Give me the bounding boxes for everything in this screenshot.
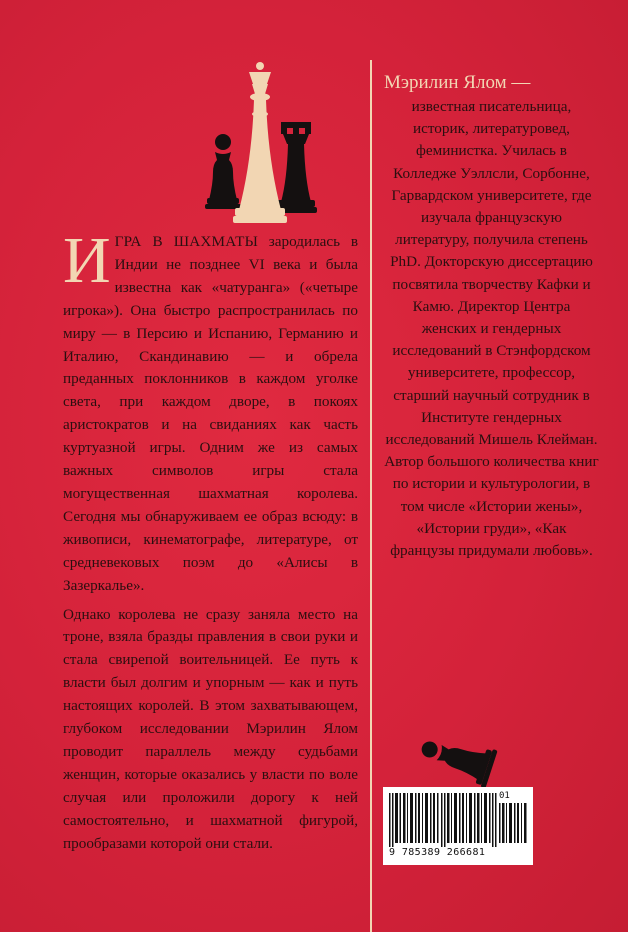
chess-pieces-illustration [205,60,335,225]
barcode-addon-digits: 01 [499,791,510,801]
book-description [63,224,358,861]
description-paragraph-1 [63,224,358,598]
barcode-icon [389,793,497,847]
author-bio-block [384,70,599,562]
cream-queen-icon [233,62,287,223]
description-paragraph-2: Однако королева не сразу заняла место на троне, взяла бразды правления в свои руки и стала свирепой воительницей. Ее путь к власти был долгим и упорным — как и путь настоящих королей. В этом захватывающем, глубоком исследовании Мэрилин Ялом проводит параллель между судьбами женщин, которые оказались у власти по воле случая или проложили дорогу к ней самостоятельно, и шахматной фигурой, прообразами которой они стали. [63,605,358,852]
author-bio-text: известная писательница, историк, литературовед, феминистка. Училась в Колледже Уэллсли, Сорбонне, Гарвардском университете, где изучала французскую литературу, получила степень PhD. Докторскую диссертацию посвятила творчеству Кафки и Камю. Директор Центра женских и гендерных исследований в Стэнфордском университете, профессор, старший научный сотрудник в Институте гендерных исследований Мишель Клейман. Автор большого количества книг по истории и культурологии, в том числе «Истории жены», «Истории груди», «Как французы придумали любовь». [384,98,599,560]
isbn-barcode [383,787,533,865]
isbn-digits: 9 785389 266681 [389,847,486,858]
lead-in-text: ГРА В ШАХМАТЫ [114,233,259,250]
drop-cap-letter: И [63,224,111,297]
fallen-pawn-icon [410,720,515,790]
barcode-addon-bars [499,803,527,843]
black-rook-icon [275,122,317,213]
column-divider [370,60,372,932]
paragraph-1-text: зародилась в Индии не позднее VI века и была известна как «чатуранга» («четыре игрока»). Она быстро распространилась по миру — в Персию и Испанию, Германию и Италию, Скандинавию — и обрела преданных поклонников в каждом уголке света, при каждом дворе, в покоях аристократов и на свиданиях как часть куртуазной игры. Одним же из самых важных символов игры стала могущественная шахматная королева. Сегодня мы обнаруживаем ее образ всюду: в живописи, кинематографе, литературе, от средневековых поэм до «Алисы в Зазеркалье». [63,233,358,594]
black-pawn-icon [205,134,241,209]
author-name: Мэрилин Ялом — [384,72,531,93]
